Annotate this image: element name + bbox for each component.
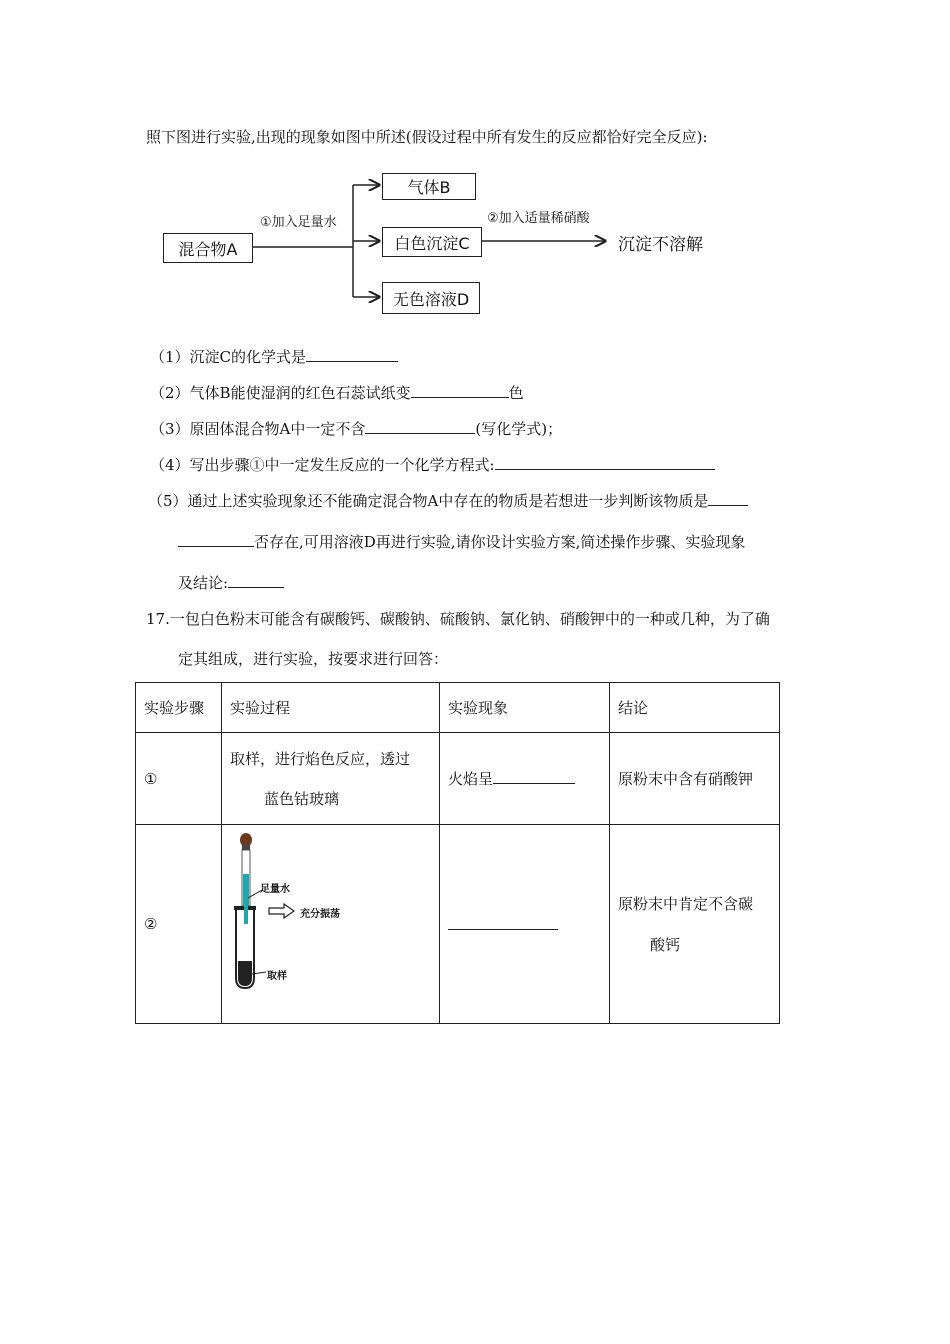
row2-process [222,825,440,1024]
row1-conclusion: 原粉末中含有硝酸钾 [610,733,780,825]
header-step: 实验步骤 [136,683,222,733]
question-5-text-3: 及结论: [178,574,229,592]
box-solution-d: 无色溶液D [382,282,480,314]
question-5-line-1 [148,490,748,511]
question-5-line-2 [178,531,745,552]
flow-diagram [150,165,750,325]
question-5-text-2: 否存在,可用溶液D再进行实验,请你设计实验方案,简述操作步骤、实验现象 [254,533,746,551]
label-shake: 充分振荡 [300,909,340,920]
row2-phenomenon-blank[interactable] [448,914,558,930]
question-4 [150,454,715,475]
question-2 [150,382,524,403]
question-2-text: （2）气体B能使湿润的红色石蕊试纸变 [150,384,411,402]
answer-blank-4[interactable] [495,454,715,470]
question-4-text: （4）写出步骤①中一定发生反应的一个化学方程式: [150,456,495,474]
row1-phenomenon-blank[interactable] [493,768,575,784]
question-1 [150,346,398,367]
intro-text: 照下图进行实验,出现的现象如图中所述(假设过程中所有发生的反应都恰好完全反应): [146,128,708,146]
row1-phenomenon-text: 火焰呈 [448,770,494,788]
header-process: 实验过程 [222,683,440,733]
label-step1: ①加入足量水 [260,215,337,230]
row2-conclusion [610,825,780,1024]
row1-phenomenon [440,733,610,825]
answer-blank-5b[interactable] [178,531,254,547]
question-17-line-1: 17.一包白色粉末可能含有碳酸钙、碳酸钠、硫酸钠、氯化钠、硝酸钾中的一种或几种，为了确 [146,610,770,628]
answer-blank-1[interactable] [306,346,398,362]
box-precipitate-c: 白色沉淀C [382,227,482,257]
question-5-line-3 [178,572,284,593]
question-3 [150,418,562,439]
table-header-row [136,683,780,733]
box-mixture-a: 混合物A [163,233,253,263]
label-result: 沉淀不溶解 [618,235,703,255]
answer-blank-2[interactable] [411,382,509,398]
row2-conclusion-line-2: 酸钙 [650,935,681,954]
question-3-text: （3）原固体混合物A中一定不含 [150,420,366,438]
box-gas-b: 气体B [382,173,476,200]
row1-step: ① [136,733,222,825]
question-3-suffix: (写化学式)； [475,420,563,438]
test-tube-figure [222,826,423,1022]
label-sample: 取样 [267,971,287,982]
table-row [136,825,780,1024]
row2-phenomenon [440,825,610,1024]
header-phenomenon: 实验现象 [440,683,610,733]
table-row [136,733,780,825]
header-conclusion: 结论 [610,683,780,733]
question-17-line-2: 定其组成，进行实验，按要求进行回答： [178,650,449,668]
question-1-text: （1）沉淀C的化学式是 [150,348,307,366]
answer-blank-5c[interactable] [228,572,284,588]
question-5-text: （5）通过上述实验现象还不能确定混合物A中存在的物质是若想进一步判断该物质是 [148,492,709,510]
answer-blank-5a[interactable] [708,490,748,506]
row1-process-line-2: 蓝色钴玻璃 [264,790,340,808]
row1-process-line-1: 取样，进行焰色反应，透过 [230,750,411,768]
answer-blank-3[interactable] [365,418,475,434]
row2-step: ② [136,825,222,1024]
label-step2: ②加入适量稀硝酸 [487,211,590,226]
dropper-test-tube-icon [222,826,423,1022]
label-water: 足量水 [260,884,290,895]
experiment-table [135,682,780,1024]
question-2-suffix: 色 [508,384,524,402]
row2-conclusion-line-1: 原粉末中肯定不含碳 [618,894,754,913]
row1-process [222,733,440,825]
